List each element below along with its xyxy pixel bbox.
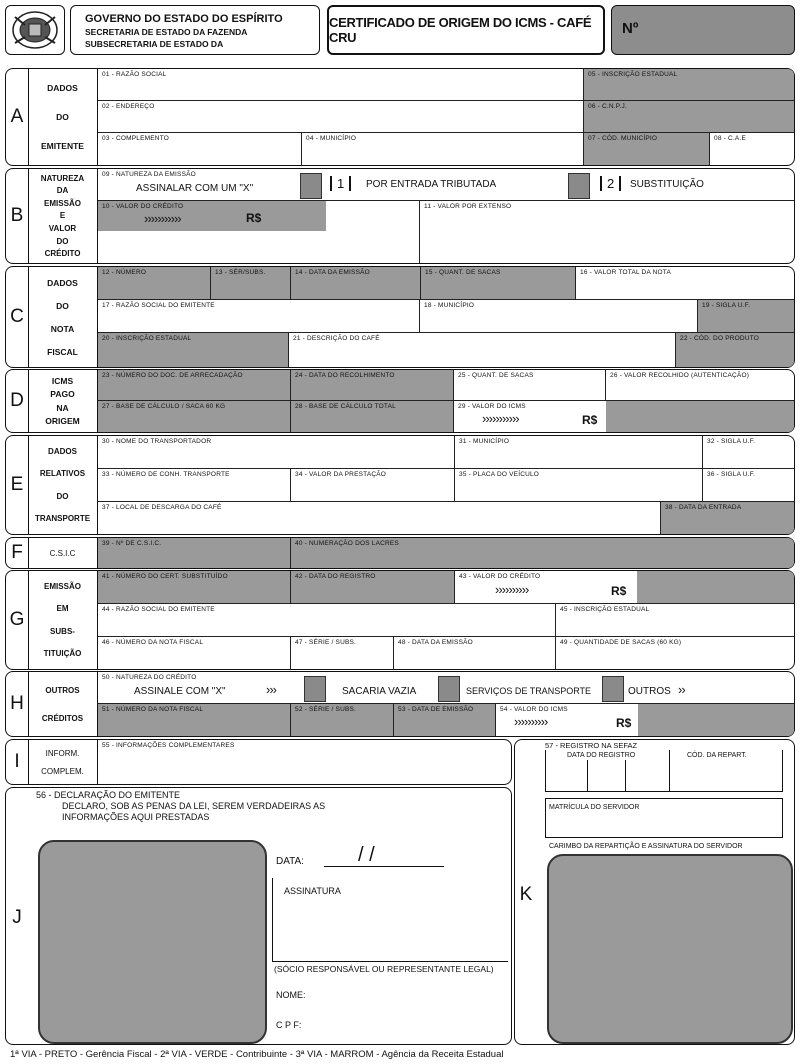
section-title-line: ICMS (51, 375, 74, 386)
section-b (5, 168, 795, 264)
section-title-line: ORIGEM (45, 416, 80, 427)
field-label: 01 - RAZÃO SOCIAL (102, 71, 167, 78)
field-33-numero-conh-transporte[interactable] (98, 469, 291, 502)
assinatura-label: ASSINATURA (284, 886, 341, 896)
field-42-data-registro[interactable] (291, 571, 455, 604)
field-28-base-calculo-total[interactable] (291, 401, 454, 432)
field-label: 31 - MUNICÍPIO (459, 438, 510, 445)
section-title-line: FISCAL (47, 346, 78, 357)
field-label: 38 - DATA DA ENTRADA (665, 504, 742, 511)
nome-label: NOME: (276, 990, 306, 1000)
field-label: 42 - DATA DO REGISTRO (295, 573, 376, 580)
section-c-letter: C (6, 267, 29, 367)
option-2-number: 2 (600, 176, 621, 191)
field-41-numero-cert-substituido[interactable] (98, 571, 291, 604)
section-e-title (28, 436, 98, 534)
emblem-box (5, 5, 65, 55)
field-label: 35 - PLACA DO VEÍCULO (459, 471, 540, 478)
section-title-line: COMPLEM. (41, 766, 84, 776)
field-15-quant-sacas[interactable] (421, 267, 576, 300)
section-i (5, 739, 512, 785)
field-label: 45 - INSCRIÇÃO ESTADUAL (560, 606, 650, 613)
field-49-quantidade-sacas[interactable] (556, 637, 794, 669)
declaration-line-2: INFORMAÇÕES AQUI PRESTADAS (62, 812, 210, 822)
field-label: 18 - MUNICÍPIO (424, 302, 475, 309)
field-55-informacoes-complementares[interactable] (98, 740, 511, 784)
field-21-descricao-cafe[interactable] (289, 333, 676, 367)
field-label: 34 - VALOR DA PRESTAÇÃO (295, 471, 387, 478)
section-title-line: DADOS (48, 446, 77, 456)
section-title-line: DO (56, 111, 69, 122)
section-title-line: TITUIÇÃO (43, 649, 82, 659)
field-label: 25 - QUANT. DE SACAS (458, 372, 534, 379)
government-header (70, 5, 320, 55)
credit-arrows: ›››››››››› (495, 582, 529, 597)
field-44-razao-social-emitente[interactable] (98, 604, 556, 637)
field-09-natureza-emissao (98, 169, 794, 201)
section-a-title (28, 69, 98, 165)
section-e (5, 435, 795, 535)
checkbox-sacaria-vazia[interactable] (304, 676, 326, 702)
checkbox-substituicao[interactable] (568, 173, 590, 199)
field-27-base-calculo-saca[interactable] (98, 401, 291, 432)
field-56-label: 56 - DECLARAÇÃO DO EMITENTE (36, 790, 181, 800)
data-registro-label: DATA DO REGISTRO (567, 752, 636, 759)
section-title-line: DADOS (47, 277, 78, 288)
field-label: 37 - LOCAL DE DESCARGA DO CAFÉ (102, 504, 222, 511)
field-label: 24 - DATA DO RECOLHIMENTO (295, 372, 395, 379)
section-i-letter: I (6, 740, 29, 784)
option-outros: OUTROS (628, 686, 671, 697)
field-30-nome-transportador[interactable] (98, 436, 455, 469)
field-label: 33 - NÚMERO DE CONH. TRANSPORTE (102, 471, 230, 478)
section-f-letter: F (6, 538, 29, 568)
field-label: 53 - DATA DE EMISSÃO (398, 706, 474, 713)
field-32-sigla-uf[interactable] (703, 436, 794, 469)
icms-value-shaded-area (606, 401, 794, 432)
field-label: 13 - SÉR/SUBS. (215, 269, 266, 276)
field-label: 08 - C.A.E (714, 135, 746, 142)
currency-symbol: R$ (616, 716, 632, 730)
option-sacaria-vazia: SACARIA VAZIA (342, 686, 417, 697)
section-d (5, 369, 795, 433)
cpf-label: C P F: (276, 1020, 302, 1030)
field-06-cnpj[interactable] (584, 101, 794, 133)
field-02-endereco[interactable] (98, 101, 584, 133)
declaration-line-1: DECLARO, SOB AS PENAS DA LEI, SEREM VERDADEIRAS AS (62, 801, 326, 811)
section-b-letter: B (6, 169, 29, 263)
field-51-numero-nota-fiscal[interactable] (98, 704, 291, 736)
section-d-letter: D (6, 370, 29, 432)
field-label: 22 - CÓD. DO PRODUTO (680, 335, 760, 342)
field-label: 44 - RAZÃO SOCIAL DO EMITENTE (102, 606, 215, 613)
field-19-sigla-uf[interactable] (698, 300, 794, 333)
section-title-line: EMISSÃO (44, 581, 81, 591)
date-divider (587, 760, 588, 792)
section-i-title (28, 740, 98, 784)
field-26-valor-recolhido[interactable] (606, 370, 794, 401)
cod-repart-label: CÓD. DA REPART. (687, 752, 747, 759)
field-04-municipio[interactable] (302, 133, 584, 165)
section-title-line: CRÉDITOS (41, 713, 84, 723)
field-label: 05 - INSCRIÇÃO ESTADUAL (588, 71, 678, 78)
field-40-numeracao-lacres[interactable] (291, 538, 794, 568)
field-label: 55 - INFORMAÇÕES COMPLEMENTARES (102, 742, 235, 749)
field-label: 03 - COMPLEMENTO (102, 135, 170, 142)
field-22-cod-produto[interactable] (676, 333, 794, 367)
date-line[interactable] (324, 866, 444, 867)
field-label: 52 - SÉRIE / SUBS. (295, 706, 357, 713)
field-39-numero-csic[interactable] (98, 538, 291, 568)
section-j (5, 787, 512, 1045)
field-01-razao-social[interactable] (98, 69, 584, 101)
section-title-line: PAGO (50, 389, 75, 400)
field-label: 50 - NATUREZA DO CRÉDITO (102, 674, 197, 681)
option-servicos-transporte: SERVIÇOS DE TRANSPORTE (466, 686, 592, 696)
section-title-line: VALOR (48, 224, 77, 234)
credit-value-shaded-area (637, 571, 794, 603)
section-b-title (28, 169, 98, 263)
field-label: 40 - NUMERAÇÃO DOS LACRES (295, 540, 399, 547)
section-k (514, 739, 795, 1045)
field-25-quant-sacas[interactable] (454, 370, 606, 401)
section-title-line: DO (56, 236, 69, 246)
checkbox-entrada-tributada[interactable] (300, 173, 322, 199)
section-a-letter: A (6, 69, 29, 165)
section-title-line: OUTROS (45, 685, 80, 695)
section-title-line: NA (56, 402, 69, 413)
outros-arrows: ›› (678, 682, 685, 697)
field-10-valor-credito[interactable] (98, 201, 420, 263)
field-label: 54 - VALOR DO ICMS (500, 706, 568, 713)
field-label: 10 - VALOR DO CRÉDITO (102, 203, 184, 210)
currency-symbol: R$ (611, 584, 627, 598)
field-50-natureza-credito (98, 672, 794, 704)
field-label: 20 - INSCRIÇÃO ESTADUAL (102, 335, 192, 342)
field-label: 28 - BASE DE CÁLCULO TOTAL (295, 403, 396, 410)
checkbox-outros[interactable] (602, 676, 624, 702)
field-47-serie-subs[interactable] (291, 637, 394, 669)
checkbox-servicos-transporte[interactable] (438, 676, 460, 702)
field-label: 49 - QUANTIDADE DE SACAS (60 KG) (560, 639, 682, 646)
section-g-letter: G (6, 571, 29, 669)
section-f (5, 537, 795, 569)
field-46-numero-nota-fiscal[interactable] (98, 637, 291, 669)
section-title-line: EMITENTE (41, 141, 84, 152)
field-57-label: 57 - REGISTRO NA SEFAZ (545, 741, 638, 750)
field-label: 23 - NÚMERO DO DOC. DE ARRECADAÇÃO (102, 372, 243, 379)
field-53-data-emissao[interactable] (394, 704, 496, 736)
document-title: CERTIFICADO DE ORIGEM DO ICMS - CAFÉ CRU (329, 15, 592, 45)
field-12-numero[interactable] (98, 267, 211, 300)
field-37-local-descarga[interactable] (98, 502, 661, 534)
option-2-label: SUBSTITUIÇÃO (630, 179, 704, 190)
section-title-line: DA (56, 186, 69, 196)
field-31-municipio[interactable] (455, 436, 703, 469)
section-title-line: CRÉDITO (44, 249, 81, 259)
field-14-data-emissao[interactable] (291, 267, 421, 300)
field-24-data-recolhimento[interactable] (291, 370, 454, 401)
section-title-line: RELATIVOS (39, 469, 86, 479)
field-label: 51 - NÚMERO DA NOTA FISCAL (102, 706, 204, 713)
section-h-letter: H (6, 672, 29, 736)
field-label: 41 - NÚMERO DO CERT. SUBSTITUÍDO (102, 573, 228, 580)
option-1-label: POR ENTRADA TRIBUTADA (366, 179, 497, 190)
matricula-label: MATRÍCULA DO SERVIDOR (549, 804, 640, 811)
section-title-line: SUBS- (50, 626, 75, 636)
field-36-sigla-uf[interactable] (703, 469, 794, 502)
section-f-title (28, 538, 98, 568)
gov-line-1: GOVERNO DO ESTADO DO ESPÍRITO (85, 13, 283, 25)
field-label: 46 - NÚMERO DA NOTA FISCAL (102, 639, 204, 646)
field-label: 06 - C.N.P.J. (588, 103, 627, 110)
section-h-title (28, 672, 98, 736)
field-label: 43 - VALOR DO CRÉDITO (459, 573, 541, 580)
state-coat-of-arms-icon (7, 7, 63, 53)
field-48-data-emissao[interactable] (394, 637, 556, 669)
field-23-numero-doc-arrecadacao[interactable] (98, 370, 291, 401)
field-45-inscricao-estadual[interactable] (556, 604, 794, 637)
section-c (5, 266, 795, 368)
section-title-line: NOTA (50, 323, 75, 334)
field-label: 47 - SÉRIE / SUBS. (295, 639, 357, 646)
section-title-line: E (59, 211, 66, 221)
field-label: 32 - SIGLA U.F. (707, 438, 756, 445)
section-title-line: TRANSPORTE (34, 514, 91, 524)
field-08-cae[interactable] (710, 133, 794, 165)
currency-symbol: R$ (246, 211, 262, 225)
field-label: 07 - CÓD. MUNICÍPIO (588, 135, 658, 142)
icms-value-shaded-area (638, 704, 794, 736)
field-18-municipio[interactable] (420, 300, 698, 333)
field-20-inscricao-estadual[interactable] (98, 333, 289, 367)
instruction-arrows: ››› (266, 682, 276, 697)
date-divider (669, 750, 670, 792)
credit-arrows: ››››››››››› (144, 211, 181, 226)
field-05-inscricao-estadual[interactable] (584, 69, 794, 101)
field-label: 30 - NOME DO TRANSPORTADOR (102, 438, 212, 445)
section-title-line: EMISSÃO (44, 198, 81, 208)
carimbo-label: CARIMBO DA REPARTIÇÃO E ASSINATURA DO SERVIDOR (549, 843, 743, 850)
field-54-valor-icms[interactable] (496, 704, 794, 736)
icms-arrows: ›››››››››› (514, 714, 548, 729)
section-title-line: INFORM. (45, 748, 80, 758)
option-1-number: 1 (330, 176, 351, 191)
icms-arrows: ››››››››››› (482, 411, 519, 426)
field-03-complemento[interactable] (98, 133, 302, 165)
field-label: 11 - VALOR POR EXTENSO (424, 203, 512, 210)
field-label: 12 - NÚMERO (102, 269, 147, 276)
field-label: 27 - BASE DE CÁLCULO / SACA 60 KG (102, 403, 226, 410)
field-label: 02 - ENDEREÇO (102, 103, 155, 110)
field-29-valor-icms[interactable] (454, 401, 794, 432)
section-d-title (28, 370, 98, 432)
document-title-box (327, 5, 605, 55)
section-g (5, 570, 795, 670)
field-label: 17 - RAZÃO SOCIAL DO EMITENTE (102, 302, 215, 309)
field-38-data-entrada[interactable] (661, 502, 794, 534)
field-34-valor-prestacao[interactable] (291, 469, 455, 502)
section-c-title (28, 267, 98, 367)
field-label: 39 - Nº DE C.S.I.C. (102, 540, 162, 547)
section-j-letter: J (12, 907, 22, 928)
data-label: DATA: (276, 856, 304, 867)
section-title-line: EM (56, 604, 69, 614)
field-label: 29 - VALOR DO ICMS (458, 403, 526, 410)
gov-line-3: SUBSECRETARIA DE ESTADO DA (85, 39, 224, 49)
field-label: 19 - SIGLA U.F. (702, 302, 751, 309)
section-g-title (28, 571, 98, 669)
field-label: 16 - VALOR TOTAL DA NOTA (580, 269, 672, 276)
section-title-line: NATUREZA (40, 173, 85, 183)
currency-symbol: R$ (582, 413, 598, 427)
field-label: 14 - DATA DA EMISSÃO (295, 269, 370, 276)
assinale-instruction: ASSINALE COM "X" (134, 686, 226, 697)
field-label: 04 - MUNICÍPIO (306, 135, 357, 142)
section-title-line: C.S.I.C (49, 548, 76, 558)
date-divider (625, 760, 626, 792)
field-52-serie-subs[interactable] (291, 704, 394, 736)
field-43-valor-credito[interactable] (455, 571, 794, 604)
field-label: 36 - SIGLA U.F. (707, 471, 756, 478)
field-label: 21 - DESCRIÇÃO DO CAFÉ (293, 335, 380, 342)
field-07-cod-municipio[interactable] (584, 133, 710, 165)
field-label: 48 - DATA DA EMISSÃO (398, 639, 473, 646)
date-slashes: / / (358, 844, 375, 866)
field-label: 26 - VALOR RECOLHIDO (AUTENTICAÇÃO) (610, 372, 750, 379)
section-title-line: DO (56, 300, 69, 311)
section-a (5, 68, 795, 166)
number-label: Nº (622, 20, 639, 37)
field-17-razao-social-emitente[interactable] (98, 300, 420, 333)
field-13-ser-subs[interactable] (211, 267, 291, 300)
field-label: 15 - QUANT. DE SACAS (425, 269, 501, 276)
assinalar-instruction: ASSINALAR COM UM "X" (136, 183, 254, 194)
gov-line-2: SECRETARIA DE ESTADO DA FAZENDA (85, 27, 248, 37)
section-e-letter: E (6, 436, 29, 534)
field-label: 09 - NATUREZA DA EMISSÃO (102, 171, 196, 178)
section-title-line: DO (56, 491, 69, 501)
field-35-placa-veiculo[interactable] (455, 469, 703, 502)
office-stamp-area[interactable] (547, 854, 793, 1044)
field-11-valor-extenso[interactable] (420, 201, 794, 263)
field-16-valor-total-nota[interactable] (576, 267, 794, 300)
certificate-number-box[interactable] (611, 5, 795, 55)
socio-label: (SÓCIO RESPONSÁVEL OU REPRESENTANTE LEGAL) (274, 964, 494, 974)
emitter-stamp-area[interactable] (38, 840, 267, 1044)
copies-footer: 1ª VIA - PRETO - Gerência Fiscal - 2ª VIA - VERDE - Contribuinte - 3ª VIA - MARROM - Agência da Receita Estadual (10, 1049, 504, 1060)
section-k-letter: K (519, 884, 533, 905)
section-title-line: DADOS (47, 82, 78, 93)
section-h (5, 671, 795, 737)
